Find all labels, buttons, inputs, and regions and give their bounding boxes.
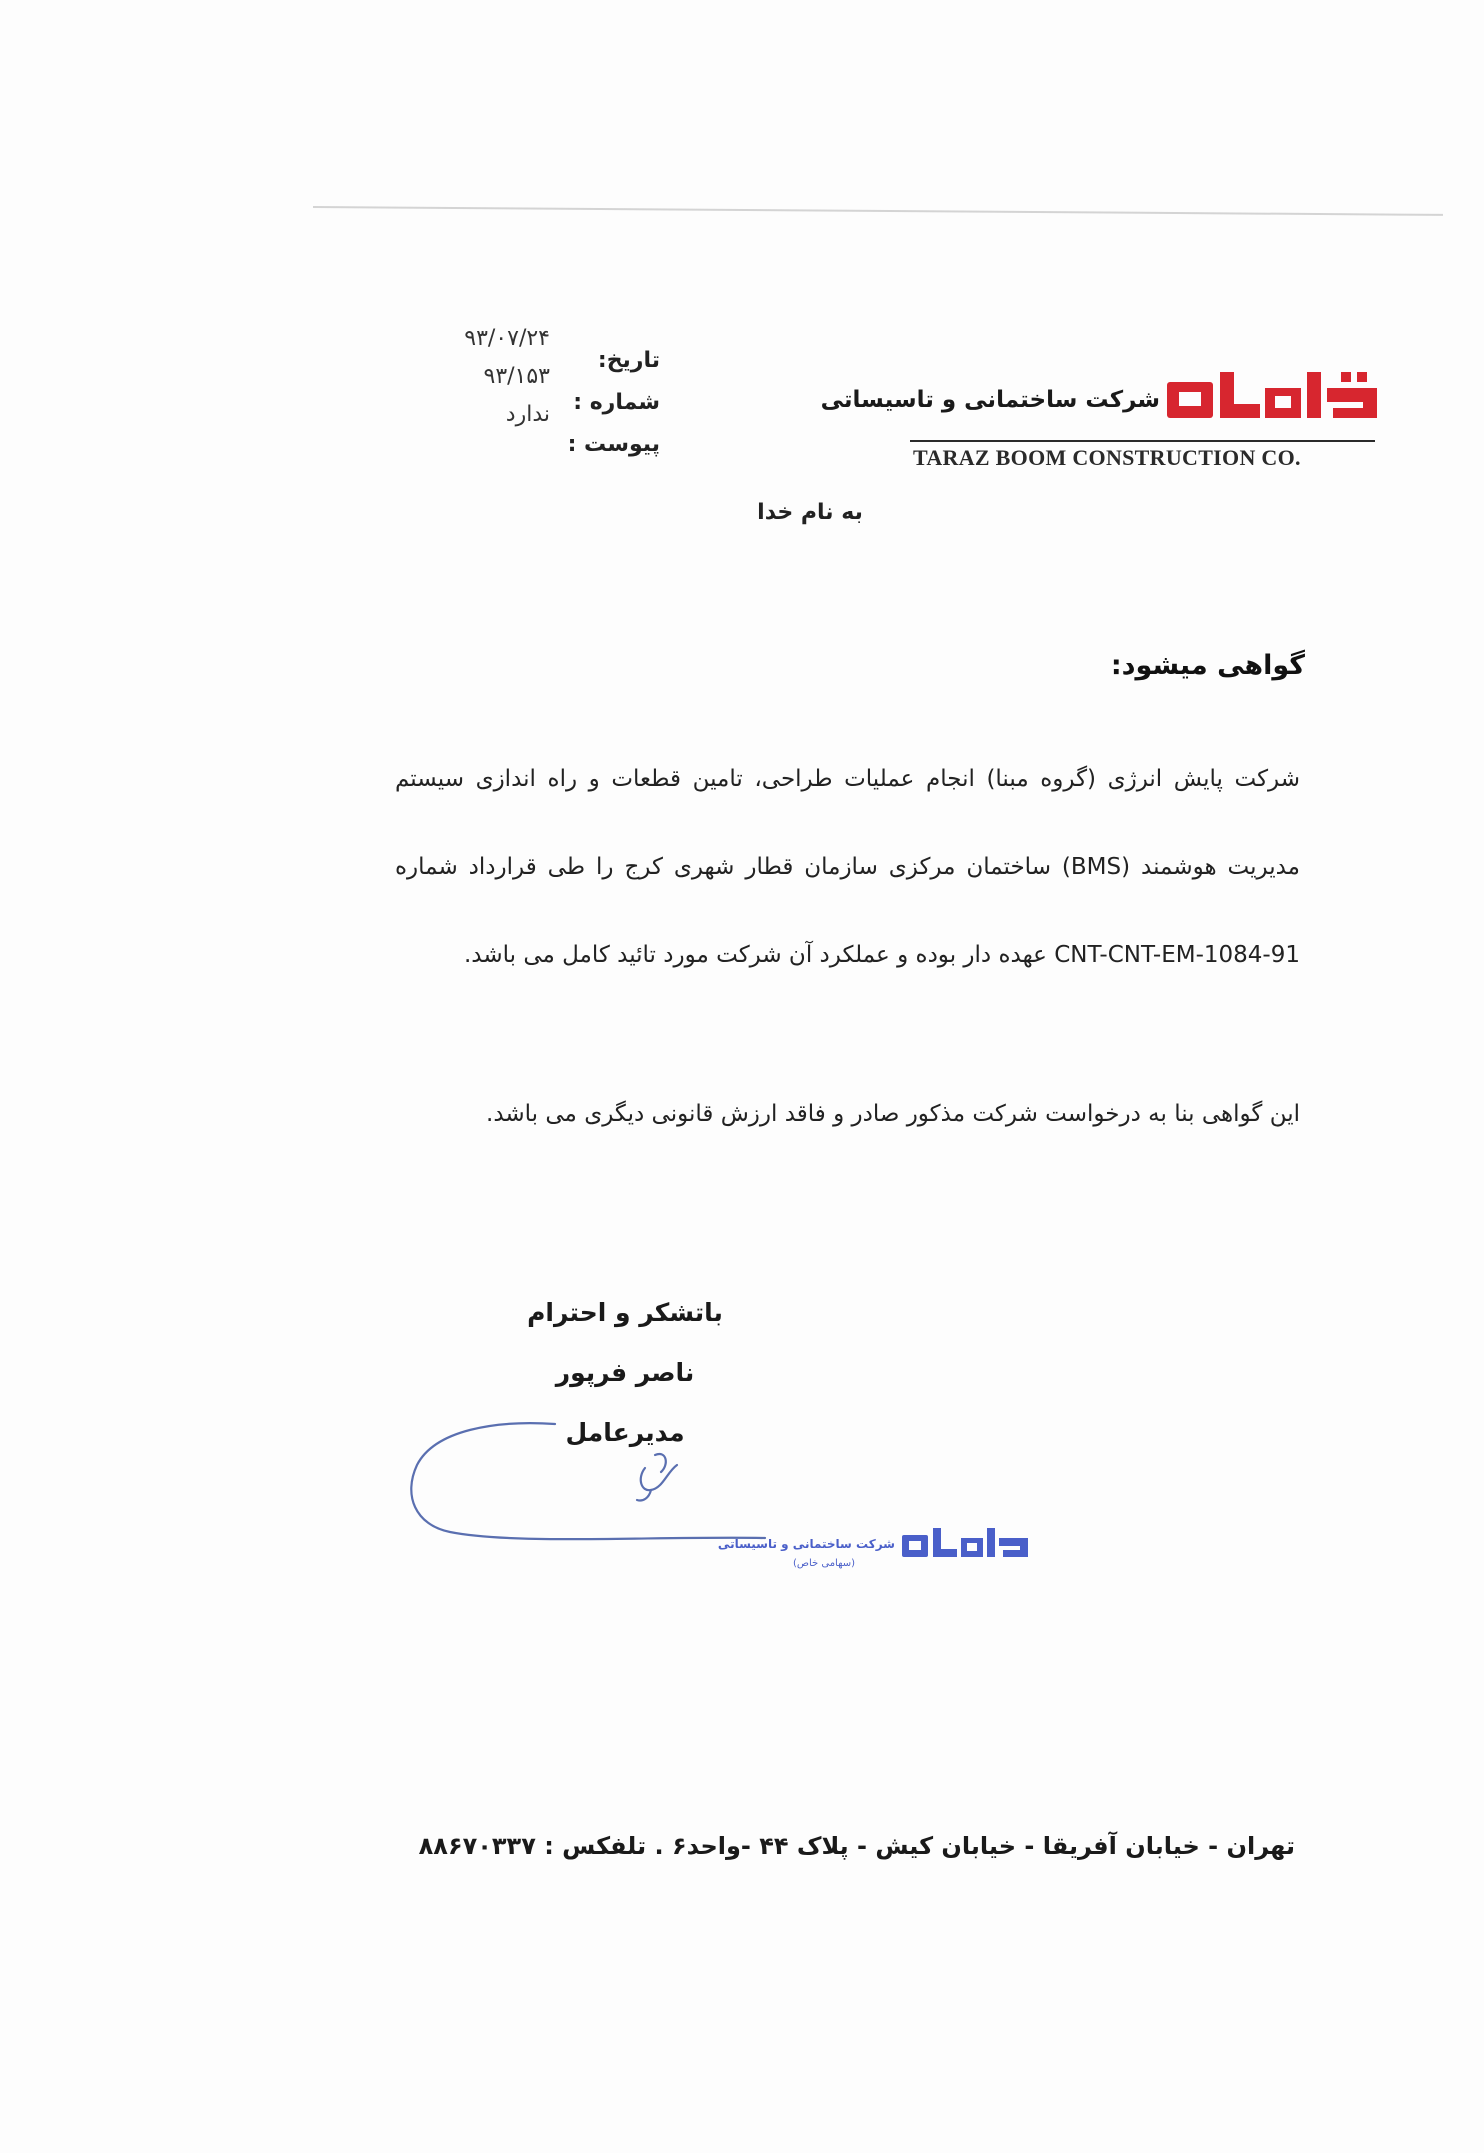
signer-title: مدیرعامل (565, 1418, 685, 1447)
date-value: ۹۳/۰۷/۲۴ (464, 326, 550, 351)
number-label: شماره : (573, 390, 660, 415)
meta-labels (560, 340, 660, 466)
body-paragraph: این گواهی بنا به درخواست شرکت مذکور صادر و فاقد ارزش قانونی دیگری می باشد. (486, 1101, 1300, 1127)
closing-salutation: باتشکر و احترام (527, 1298, 723, 1327)
body-paragraph: شرکت پایش انرژی (گروه مبنا) انجام عملیات طراحی، تامین قطعات و راه اندازی سیستم مدیریت هوشمند (BMS) ساختمان مرکزی سازمان قطار شهری کرج را طی قرارداد شماره CNT-CNT-EM-1084-91 عهده دار بوده و عملکرد آن شرکت مورد تائید کامل می باشد. (395, 766, 1300, 968)
company-name-fa: شرکت ساختمانی و تاسیساتی (820, 387, 1160, 413)
signer-name: ناصر فرپور (555, 1358, 695, 1387)
footer-address: تهران - خیابان آفریقا - خیابان کیش - پلاک ۴۴ -واحد۶ . تلفکس : ۸۸۶۷۰۳۳۷ (418, 1832, 1295, 1860)
meta-values (420, 320, 550, 434)
top-divider (313, 206, 1443, 216)
attachment-label: پیوست : (567, 432, 660, 457)
attachment-value: ندارد (505, 402, 550, 427)
stamp-company-type: (سهامی خاص) (792, 1558, 855, 1569)
company-stamp (717, 1525, 1030, 1585)
certificate-heading: گواهی میشود: (1110, 650, 1305, 681)
letterhead-logo (820, 365, 1380, 475)
company-name-en: TARAZ BOOM CONSTRUCTION CO. (913, 445, 1301, 470)
letterhead-rule (910, 440, 1375, 442)
bismillah: به نام خدا (757, 500, 863, 525)
date-label: تاریخ: (597, 348, 660, 373)
taraz-boom-logo-mark (1165, 370, 1380, 426)
stamp-company-name: شرکت ساختمانی و تاسیساتی (717, 1537, 895, 1551)
stamp-logo-mark (900, 1527, 1030, 1561)
number-value: ۹۳/۱۵۳ (483, 364, 550, 389)
